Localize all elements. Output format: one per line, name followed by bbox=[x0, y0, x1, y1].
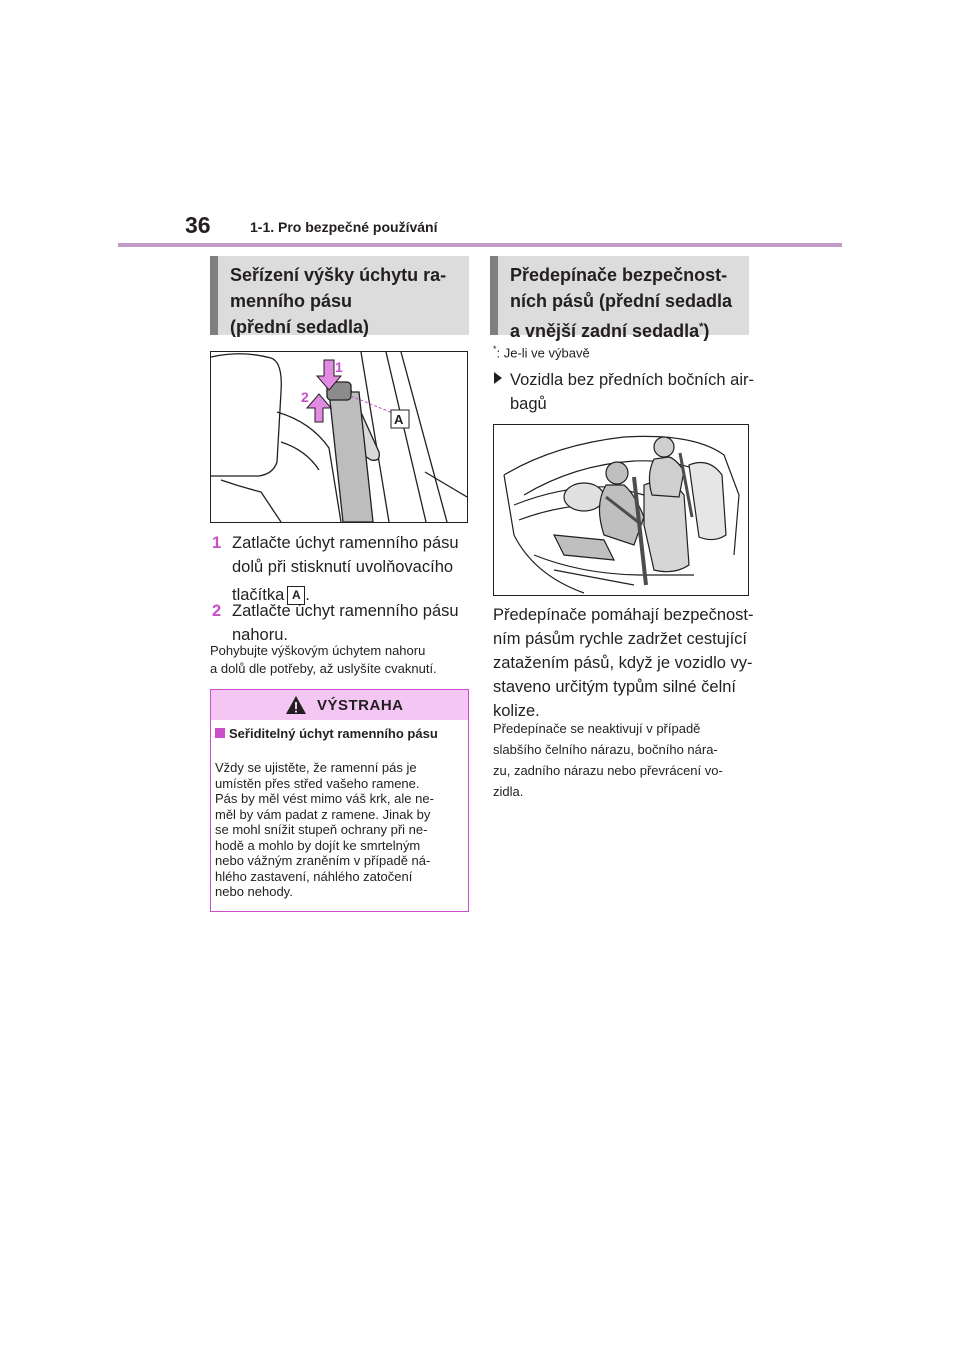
warning-line: hodě a mohlo by dojít ke smrtelným bbox=[215, 837, 421, 853]
note-line: slabšího čelního nárazu, bočního nára- bbox=[493, 742, 718, 757]
step-2 bbox=[212, 599, 469, 647]
car-interior-drawing bbox=[494, 425, 748, 595]
step-number: 1 bbox=[212, 534, 222, 552]
pretensioner-note bbox=[493, 718, 755, 802]
footnote-marker: * bbox=[493, 344, 497, 354]
warning-line: se mohl snížit stupeň ochrany při ne- bbox=[215, 822, 428, 837]
page-number: 36 bbox=[185, 212, 211, 238]
heading-line: (přední sedadla) bbox=[230, 317, 370, 337]
step-text: Zatlačte úchyt ramenního pásu bbox=[232, 602, 459, 620]
figure-label-2: 2 bbox=[301, 389, 309, 405]
warning-title: VÝSTRAHA bbox=[317, 697, 404, 714]
footnote-marker: * bbox=[699, 321, 704, 333]
adjust-note bbox=[210, 642, 472, 678]
warning-line: nebo vážným zraněním v případě ná- bbox=[215, 853, 431, 868]
heading-line: Předepínače bezpečnost- bbox=[510, 265, 728, 285]
step-text: Zatlačte úchyt ramenního pásu bbox=[232, 534, 459, 552]
heading-line: ních pásů (přední sedadla bbox=[510, 291, 733, 311]
step-text: . bbox=[305, 586, 310, 604]
warning-item bbox=[215, 726, 465, 741]
step-text: nahoru. bbox=[232, 626, 288, 644]
triangle-bullet-icon bbox=[493, 371, 503, 385]
figure-label-1: 1 bbox=[335, 359, 343, 375]
warning-line: Vždy se ujistěte, že ramenní pás je bbox=[215, 760, 417, 775]
header-divider bbox=[118, 243, 842, 247]
note-line: zidla. bbox=[493, 784, 524, 799]
warning-header bbox=[211, 690, 468, 720]
bullet-vehicles bbox=[493, 368, 755, 416]
warning-item-title: Seřiditelný úchyt ramenního pásu bbox=[229, 726, 438, 741]
warning-line: umístěn přes střed vašeho ramene. bbox=[215, 775, 420, 791]
warning-body bbox=[215, 760, 467, 900]
section-title: 1-1. Pro bezpečné používání bbox=[250, 219, 438, 235]
paragraph-line: zatažením pásů, když je vozidlo vy- bbox=[493, 654, 753, 672]
footnote-text: : Je-li ve výbavě bbox=[496, 345, 590, 361]
paragraph-line: Předepínače pomáhají bezpečnost- bbox=[493, 606, 754, 624]
paragraph-line: ním pásům rychle zadržet cestující bbox=[493, 630, 748, 648]
heading-pretensioners bbox=[490, 256, 749, 341]
step-number: 2 bbox=[212, 602, 222, 620]
seatbelt-anchor-drawing bbox=[211, 352, 467, 522]
figure-label-a: A bbox=[394, 412, 404, 427]
step-1 bbox=[212, 531, 469, 607]
square-bullet-icon bbox=[215, 728, 225, 738]
warning-box bbox=[210, 689, 469, 912]
note-line: zu, zadního nárazu nebo převrácení vo- bbox=[493, 763, 723, 778]
warning-line: Pás by měl vést mimo váš krk, ale ne- bbox=[215, 791, 434, 806]
heading-line: Seřízení výšky úchytu ra- bbox=[230, 265, 447, 285]
heading-line: a vnější zadní sedadla bbox=[510, 321, 700, 341]
footnote bbox=[493, 344, 590, 360]
note-line: Pohybujte výškovým úchytem nahoru bbox=[210, 643, 426, 658]
paragraph-line: staveno určitým typům silné čelní bbox=[493, 678, 737, 696]
warning-line: hlého zastavení, náhlého zatočení bbox=[215, 868, 413, 884]
heading-shoulder-anchor bbox=[210, 256, 469, 335]
shoulder-anchor-illustration bbox=[210, 351, 468, 523]
paragraph-line: kolize. bbox=[493, 702, 540, 720]
step-text: tlačítka bbox=[232, 586, 285, 604]
heading-line: ) bbox=[703, 321, 710, 341]
warning-line: měl by vám padat z ramene. Jinak by bbox=[215, 806, 431, 822]
warning-triangle-icon bbox=[285, 695, 307, 715]
note-line: Předepínače se neaktivují v případě bbox=[493, 721, 701, 736]
heading-line: menního pásu bbox=[230, 291, 353, 311]
bullet-text: Vozidla bez předních bočních air- bbox=[510, 371, 754, 389]
note-line: a dolů dle potřeby, až uslyšíte cvaknutí. bbox=[210, 661, 437, 676]
bullet-text: bagů bbox=[510, 395, 547, 413]
label-a-badge: A bbox=[287, 586, 305, 605]
pretensioner-description bbox=[493, 603, 755, 723]
step-text: dolů při stisknutí uvolňovacího bbox=[232, 558, 454, 576]
warning-line: nebo nehody. bbox=[215, 884, 293, 899]
pretensioner-illustration bbox=[493, 424, 749, 596]
